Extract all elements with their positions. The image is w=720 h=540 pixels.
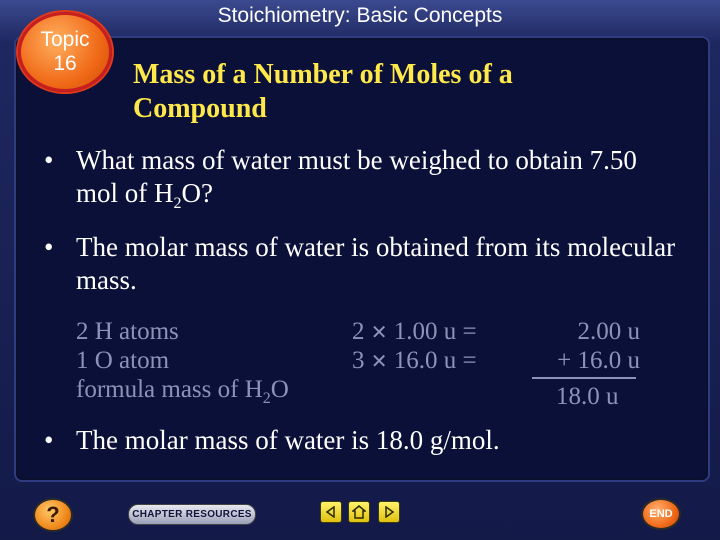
home-icon — [352, 505, 366, 519]
calc-factors — [352, 317, 522, 375]
calc-result-1: 2.00 u — [577, 318, 640, 345]
calc-factor-row-2 — [352, 346, 522, 375]
help-button[interactable]: ? — [33, 498, 73, 532]
calc-total: 18.0 u — [556, 383, 619, 410]
formula-label-end: O — [270, 376, 289, 403]
bullet-text-end: O? — [181, 178, 213, 208]
topic-badge — [18, 12, 112, 92]
unit-value: 1.00 u = — [393, 318, 477, 345]
next-button[interactable] — [378, 501, 400, 523]
slide-title-line-2: Compound — [133, 93, 267, 124]
factor: 3 — [352, 347, 365, 374]
calc-factor-row-1 — [352, 317, 522, 346]
slide-title — [133, 58, 693, 126]
bullet-text — [76, 144, 676, 220]
topic-number: 16 — [53, 52, 77, 75]
calc-labels — [76, 317, 336, 407]
calc-label-h: 2 H atoms — [76, 318, 179, 345]
times-icon: ✕ — [370, 351, 388, 373]
unit-value: 16.0 u = — [393, 347, 477, 374]
chapter-title-text: Stoichiometry: Basic Concepts — [217, 4, 503, 27]
factor: 2 — [352, 318, 365, 345]
previous-button[interactable] — [320, 501, 342, 523]
end-button[interactable]: END — [641, 498, 681, 530]
chapter-resources-button[interactable]: CHAPTER RESOURCES — [128, 504, 256, 525]
subscript: 2 — [173, 195, 182, 212]
arrow-left-icon — [325, 506, 337, 518]
formula-label-text: formula mass of H — [76, 376, 263, 403]
chapter-title — [0, 4, 720, 28]
calc-results — [528, 317, 640, 375]
times-icon: ✕ — [370, 322, 388, 344]
subscript: 2 — [262, 390, 271, 407]
calc-label-o: 1 O atom — [76, 347, 170, 374]
calc-result-2: + 16.0 u — [557, 347, 640, 374]
sum-divider — [532, 377, 636, 379]
bullet-text-main: What mass of water must be weighed to obtain 7.50 mol of H — [76, 145, 637, 208]
arrow-right-icon — [383, 506, 395, 518]
slide-title-line-1: Mass of a Number of Moles of a — [133, 59, 513, 90]
bullet-text: The molar mass of water is obtained from its molecular mass. — [76, 232, 676, 295]
bullet-dot: • — [44, 232, 54, 262]
bullet-dot: • — [44, 145, 54, 175]
home-button[interactable] — [348, 501, 370, 523]
calc-label-formula — [76, 375, 336, 407]
bullet-dot: • — [44, 425, 54, 455]
bullet-text: The molar mass of water is 18.0 g/mol. — [76, 425, 500, 455]
topic-label: Topic — [40, 28, 90, 51]
